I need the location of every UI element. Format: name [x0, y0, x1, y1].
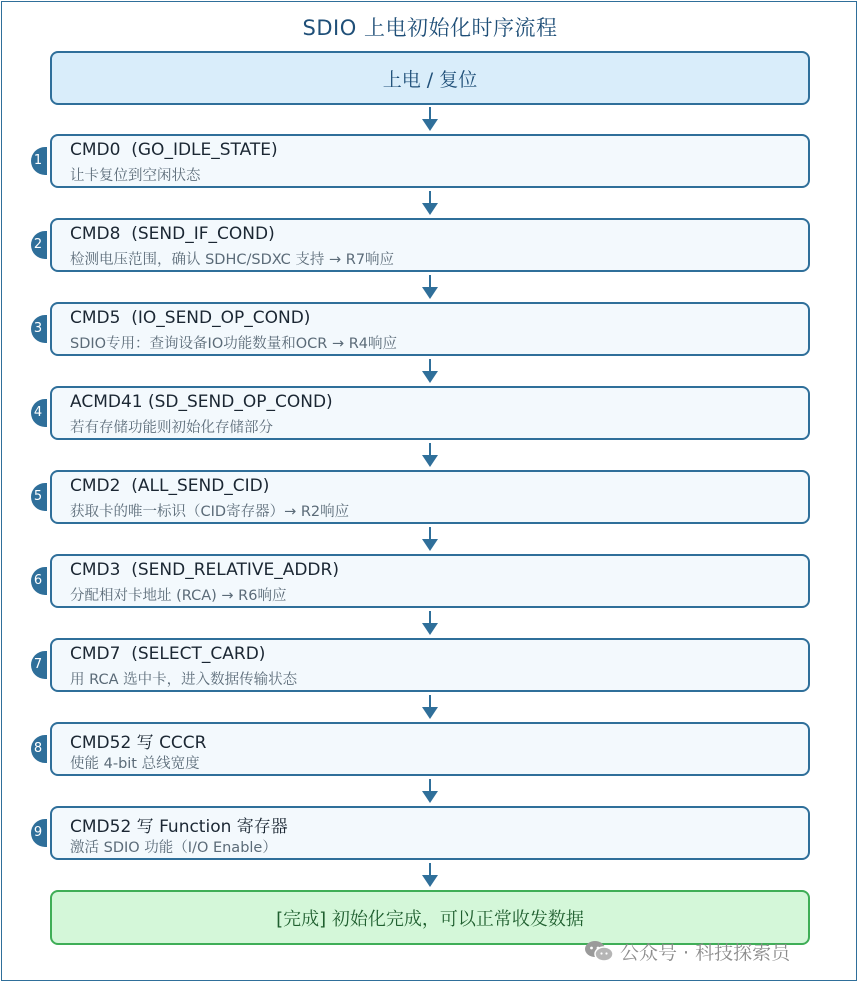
flow-arrow: [421, 861, 439, 893]
start-box: [50, 51, 810, 105]
start-box-label: 上电 / 复位: [382, 68, 478, 91]
flow-arrow: [421, 777, 439, 809]
flow-arrow: [421, 693, 439, 725]
step-number: 4: [33, 405, 43, 420]
step-description: 获取卡的唯一标识（CID寄存器）→ R2响应: [70, 504, 350, 520]
flow-arrow: [421, 105, 439, 137]
step-number: 2: [33, 237, 43, 252]
step-description: 检测电压范围，确认 SDHC/SDXC 支持 → R7响应: [70, 252, 395, 268]
step-description: SDIO专用：查询设备IO功能数量和OCR → R4响应: [70, 336, 398, 352]
step-box: [50, 302, 810, 356]
end-box-label: [完成] 初始化完成，可以正常收发数据: [276, 908, 584, 930]
step-command: CMD52 写 CCCR: [70, 733, 207, 753]
step-number: 7: [33, 657, 43, 672]
flow-arrow: [421, 273, 439, 305]
step-description: 用 RCA 选中卡，进入数据传输状态: [70, 672, 298, 688]
step-box: [50, 470, 810, 524]
step-box: [50, 218, 810, 272]
step-box: [50, 722, 810, 776]
step-number: 9: [33, 825, 43, 840]
watermark-text: 公众号 · 科技探索员: [620, 941, 791, 964]
step-number: 6: [33, 573, 43, 588]
step-command: CMD3 (SEND_RELATIVE_ADDR): [70, 560, 339, 580]
flow-arrow: [421, 357, 439, 389]
step-command: CMD7 (SELECT_CARD): [70, 644, 266, 664]
step-number: 5: [33, 489, 43, 504]
step-command: CMD0 (GO_IDLE_STATE): [70, 140, 278, 160]
step-box: [50, 386, 810, 440]
flow-arrow: [421, 525, 439, 557]
diagram-title: SDIO 上电初始化时序流程: [302, 16, 558, 40]
flow-arrow: [421, 441, 439, 473]
step-number: 1: [33, 153, 43, 168]
watermark: [584, 936, 790, 966]
step-number: 8: [33, 741, 43, 756]
step-command: CMD5 (IO_SEND_OP_COND): [70, 308, 311, 328]
step-box: [50, 554, 810, 608]
flow-arrow: [421, 189, 439, 221]
step-description: 激活 SDIO 功能（I/O Enable）: [70, 840, 277, 856]
step-command: CMD2 (ALL_SEND_CID): [70, 476, 270, 496]
step-number: 3: [33, 321, 43, 336]
step-box: [50, 134, 810, 188]
wechat-icon: [584, 939, 614, 963]
step-command: ACMD41 (SD_SEND_OP_COND): [70, 392, 333, 412]
step-description: 让卡复位到空闲状态: [70, 168, 201, 184]
step-command: CMD8 (SEND_IF_COND): [70, 224, 275, 244]
flow-arrow: [421, 609, 439, 641]
step-box: [50, 638, 810, 692]
step-command: CMD52 写 Function 寄存器: [70, 817, 288, 837]
step-description: 若有存储功能则初始化存储部分: [70, 420, 273, 436]
step-description: 使能 4-bit 总线宽度: [70, 756, 200, 772]
step-description: 分配相对卡地址 (RCA) → R6响应: [70, 588, 287, 604]
step-box: [50, 806, 810, 860]
